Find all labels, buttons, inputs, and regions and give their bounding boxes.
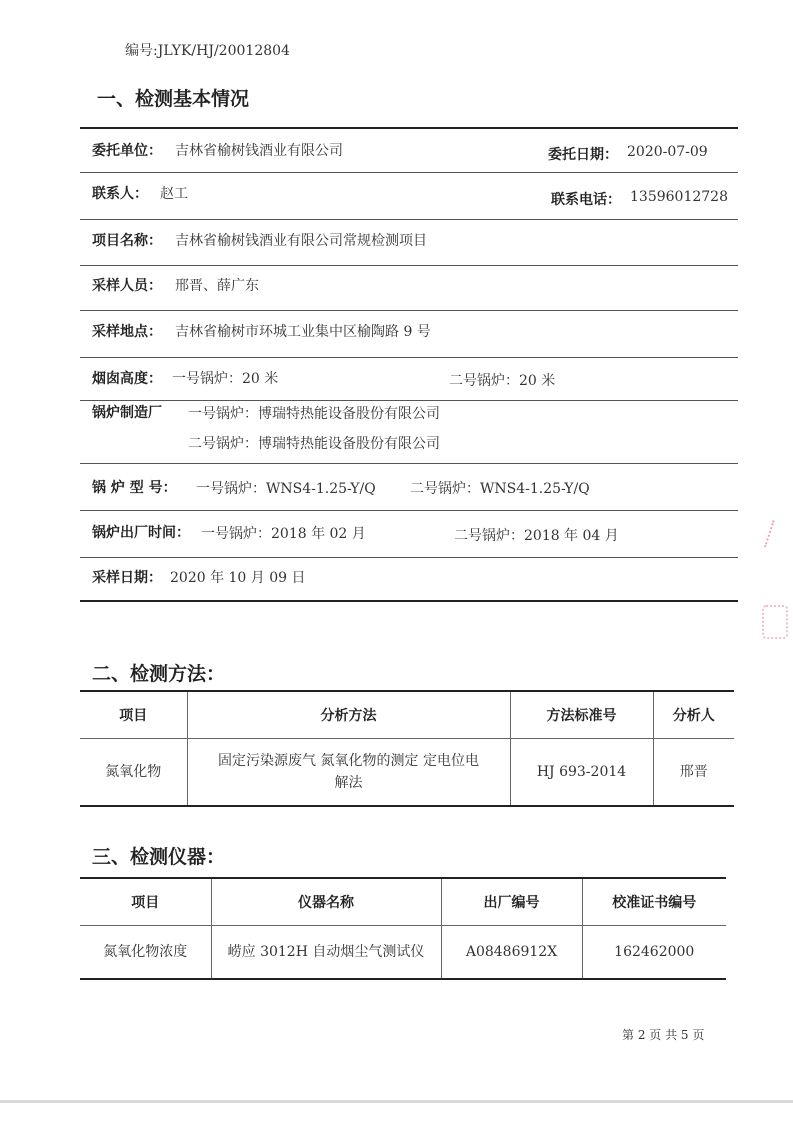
sampling-date-label: 采样日期： <box>92 570 162 586</box>
phone-label: 联系电话： <box>551 192 621 208</box>
header-serial: 出厂编号 <box>441 878 582 925</box>
factory-date-boiler1: 一号锅炉：2018 年 02 月 <box>201 526 366 542</box>
document-number: 编号:JLYK/HJ/20012804 <box>125 43 290 59</box>
instrument-table-header <box>80 878 726 925</box>
project-label: 项目名称： <box>92 233 162 249</box>
boiler-maker-boiler1: 一号锅炉：博瑞特热能设备股份有限公司 <box>188 406 440 422</box>
section1-top-rule <box>80 127 738 129</box>
standard-cell: HJ 693-2014 <box>510 738 653 806</box>
client-value: 吉林省榆树钱酒业有限公司 <box>175 143 343 159</box>
project-value: 吉林省榆树钱酒业有限公司常规检测项目 <box>175 233 427 249</box>
boiler-maker-label: 锅炉制造厂 <box>92 405 162 421</box>
contact-value: 赵工 <box>160 186 188 202</box>
header-certificate: 校准证书编号 <box>582 878 726 925</box>
boiler-model-boiler1: 一号锅炉：WNS4-1.25-Y/Q <box>196 481 376 497</box>
row-divider <box>80 463 738 464</box>
chimney-height-boiler2: 二号锅炉：20 米 <box>449 373 556 389</box>
boiler-model-label: 锅 炉 型 号： <box>92 480 177 496</box>
row-divider <box>80 557 738 558</box>
section3-title: 三、检测仪器： <box>92 846 226 868</box>
method-line-1: 固定污染源废气 氮氧化物的测定 定电位电 <box>218 752 479 769</box>
method-table-header <box>80 691 734 738</box>
analyst-cell: 邢晋 <box>653 738 734 806</box>
header-analyst: 分析人 <box>653 691 734 738</box>
serial-cell: A08486912X <box>441 925 582 979</box>
method-cell <box>187 738 510 806</box>
header-method: 分析方法 <box>187 691 510 738</box>
header-item: 项目 <box>80 878 211 925</box>
instrument-name-cell: 崂应 3012H 自动烟尘气测试仪 <box>211 925 441 979</box>
header-instrument: 仪器名称 <box>211 878 441 925</box>
instrument-table <box>80 877 726 980</box>
chimney-height-boiler1: 一号锅炉：20 米 <box>172 371 279 387</box>
row-divider <box>80 265 738 266</box>
chimney-height-label: 烟囱高度： <box>92 371 162 387</box>
page-footer: 第 2 页 共 5 页 <box>622 1028 705 1042</box>
section1-title: 一、检测基本情况 <box>97 88 250 110</box>
row-divider <box>80 172 738 173</box>
contact-label: 联系人： <box>92 186 148 202</box>
section1-bottom-rule <box>80 600 738 602</box>
phone-value: 13596012728 <box>630 189 728 205</box>
row-divider <box>80 510 738 511</box>
row-divider <box>80 400 738 401</box>
row-divider <box>80 357 738 358</box>
header-standard: 方法标准号 <box>510 691 653 738</box>
sampling-site-value: 吉林省榆树市环城工业集中区榆陶路 9 号 <box>175 324 431 340</box>
factory-date-boiler2: 二号锅炉：2018 年 04 月 <box>454 528 619 544</box>
boiler-maker-boiler2: 二号锅炉：博瑞特热能设备股份有限公司 <box>188 436 440 452</box>
sampler-label: 采样人员： <box>92 278 162 294</box>
section2-title: 二、检测方法： <box>92 663 226 685</box>
factory-date-label: 锅炉出厂时间： <box>92 525 190 541</box>
instrument-item-cell: 氮氧化物浓度 <box>80 925 211 979</box>
method-item-cell: 氮氧化物 <box>80 738 187 806</box>
boiler-model-boiler2: 二号锅炉：WNS4-1.25-Y/Q <box>410 481 590 497</box>
client-label: 委托单位： <box>92 143 162 159</box>
stamp-mark <box>762 605 788 639</box>
scan-edge <box>0 1100 793 1103</box>
sampler-value: 邢晋、薛广东 <box>175 278 259 294</box>
row-divider <box>80 310 738 311</box>
row-divider <box>80 219 738 220</box>
certificate-cell: 162462000 <box>582 925 726 979</box>
sampling-date-value: 2020 年 10 月 09 日 <box>170 570 306 586</box>
stamp-mark <box>764 520 788 552</box>
sampling-site-label: 采样地点： <box>92 324 162 340</box>
method-table <box>80 690 734 807</box>
table-row <box>80 925 726 979</box>
commission-date-label: 委托日期： <box>548 147 618 163</box>
table-row <box>80 738 734 806</box>
header-item: 项目 <box>80 691 187 738</box>
method-line-2: 解法 <box>334 774 363 791</box>
commission-date-value: 2020-07-09 <box>627 144 708 160</box>
